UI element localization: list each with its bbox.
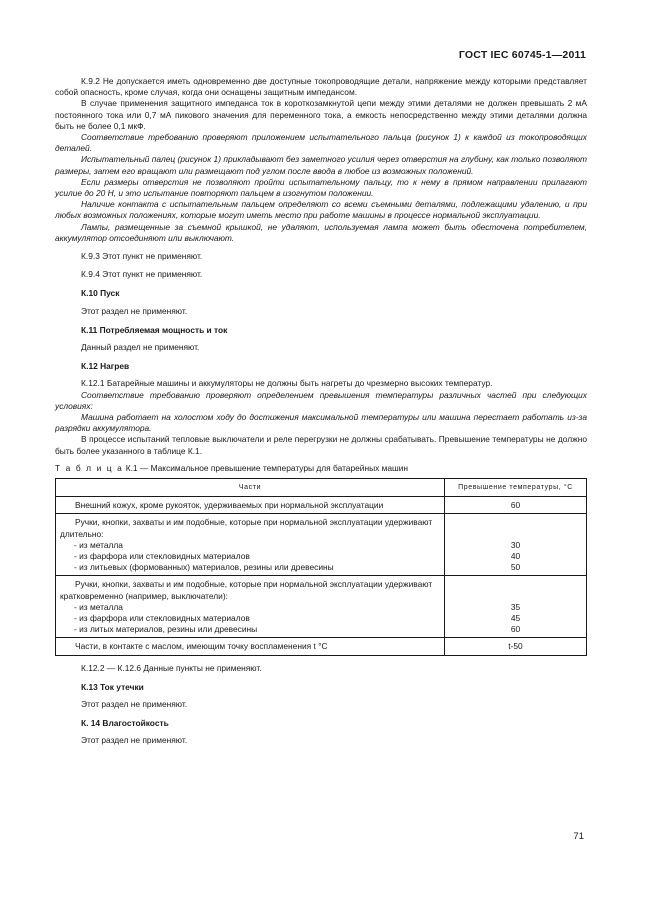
row-value: 35 xyxy=(510,601,521,612)
row-item: - из фарфора или стекловидных материалов xyxy=(74,550,250,561)
row-item: - из литых материалов, резины или древесины xyxy=(74,624,258,635)
row-item: - из металла xyxy=(74,601,123,612)
table-cell xyxy=(56,638,445,655)
k10-text: Этот раздел не применяют. xyxy=(81,305,188,316)
table-cell xyxy=(56,576,445,638)
table-caption-text: К.1 — Максимальное превышение температуры для батарейных машин xyxy=(125,462,409,473)
table-row xyxy=(56,514,587,576)
temperature-rise-table xyxy=(55,478,587,655)
row-value: 60 xyxy=(510,624,521,635)
table-cell-values xyxy=(445,514,587,576)
k92-test-finger-paragraph: Испытательный палец (рисунок 1) прикладывают без заметного усилия через отверстия на глубину, как только позволяют размеры, затем его вращают или размещают под углом после ввода в любое из возможных положений. xyxy=(55,154,587,176)
row-text: Внешний кожух, кроме рукояток, удерживаемых при нормальной эксплуатации xyxy=(75,500,384,511)
column-header-temperature: Превышение температуры, °С xyxy=(445,479,587,497)
table-cell xyxy=(56,514,445,576)
table-caption-prefix: Т а б л и ц а xyxy=(55,462,124,473)
k11-text: Данный раздел не применяют. xyxy=(81,342,200,353)
table-cell-value: t-50 xyxy=(445,638,587,655)
table-row xyxy=(56,638,587,655)
k121-compliance-paragraph: Соответствие требованию проверяют определением превышения температуры различных частей при следующих условиях: xyxy=(55,389,587,411)
table-caption xyxy=(55,463,587,474)
k92-impedance-paragraph: В случае применения защитного импеданса ток в короткозамкнутой цепи между этими деталями не должен превышать 2 мА постоянного тока или 0,7 мА пикового значения для переменного тока, а емкость непосредственно между этими деталями должна быть не более 0,1 мкФ. xyxy=(55,98,587,131)
row-value: 30 xyxy=(510,539,521,550)
k121-limits-paragraph: В процессе испытаний тепловые выключатели и реле перегрузки не должны срабатывать. Превышение температуры не должно быть более указанного в таблице К.1. xyxy=(55,434,587,456)
table-header-row xyxy=(56,479,587,497)
k11-heading: К.11 Потребляемая мощность и ток xyxy=(81,324,228,335)
table-row xyxy=(56,497,587,514)
k92-force-paragraph: Если размеры отверстия не позволяют пройти испытательному пальцу, то к нему в прямом направлении прилагают усилие до 20 Н, и это испытание повторяют пальцем в изогнутом положении. xyxy=(55,176,587,199)
row-text: Части, в контакте с маслом, имеющим точку воспламенения t °С xyxy=(75,641,328,652)
k92-paragraph: К.9.2 Не допускается иметь одновременно две доступные токопроводящие детали, напряжение между которыми представляет собой опасность, кроме случая, когда они оснащены защитным импедансом. xyxy=(55,76,587,98)
page-content xyxy=(55,76,587,754)
k92-lamps-paragraph: Лампы, размещенные за съемной крышкой, не удаляют, используемая лампа может быть обесточена потребителем, аккумулятор отсоединяют или выключают. xyxy=(55,221,587,243)
table-row xyxy=(56,576,587,638)
row-value: 50 xyxy=(510,562,521,573)
k122-paragraph: К.12.2 — К.12.6 Данные пункты не применяют. xyxy=(81,662,262,673)
table-cell-values xyxy=(445,576,587,638)
table-cell xyxy=(56,497,445,514)
k13-heading: К.13 Ток утечки xyxy=(81,681,144,692)
k10-heading: К.10 Пуск xyxy=(81,288,120,299)
k93-paragraph: К.9.3 Этот пункт не применяют. xyxy=(81,251,203,262)
k92-compliance-paragraph: Соответствие требованию проверяют приложением испытательного пальца (рисунок 1) к каждой из токопроводящих деталей. xyxy=(55,132,587,154)
row-item: - из металла xyxy=(74,539,123,550)
row-head: Ручки, кнопки, захваты и им подобные, которые при нормальной эксплуатации удерживают кратковременно (например, выключатели): xyxy=(60,579,433,601)
row-value: 45 xyxy=(510,612,521,623)
table-cell-value: 60 xyxy=(445,497,587,514)
row-item: - из литьевых (формованных) материалов, резины или древесины xyxy=(74,562,334,573)
k14-heading: К. 14 Влагостойкость xyxy=(81,718,169,729)
row-head: Ручки, кнопки, захваты и им подобные, которые при нормальной эксплуатации удерживают длительно: xyxy=(60,517,433,539)
row-item: - из фарфора или стекловидных материалов xyxy=(74,612,250,623)
k92-contact-paragraph: Наличие контакта с испытательным пальцем определяют со всеми съемными деталями, подлежащими удалению, и при любых возможных положениях, которые могут иметь место при работе машины в процессе нормальной эксплуатации. xyxy=(55,199,587,221)
standard-header: ГОСТ IEC 60745-1—2011 xyxy=(458,49,586,61)
k13-text: Этот раздел не применяют. xyxy=(81,698,188,709)
k121-paragraph: К.12.1 Батарейные машины и аккумуляторы не должны быть нагреты до чрезмерно высоких температур. xyxy=(81,378,493,389)
row-value: 40 xyxy=(510,550,521,561)
column-header-parts: Части xyxy=(56,479,445,497)
k14-text: Этот раздел не применяют. xyxy=(81,735,188,746)
k12-heading: К.12 Нагрев xyxy=(81,361,130,372)
k121-condition-paragraph: Машина работает на холостом ходу до достижения максимальной температуры или машина перестает работать из-за разрядки аккумулятора. xyxy=(55,412,587,434)
k94-paragraph: К.9.4 Этот пункт не применяют. xyxy=(81,269,203,280)
page-number: 71 xyxy=(573,831,584,842)
